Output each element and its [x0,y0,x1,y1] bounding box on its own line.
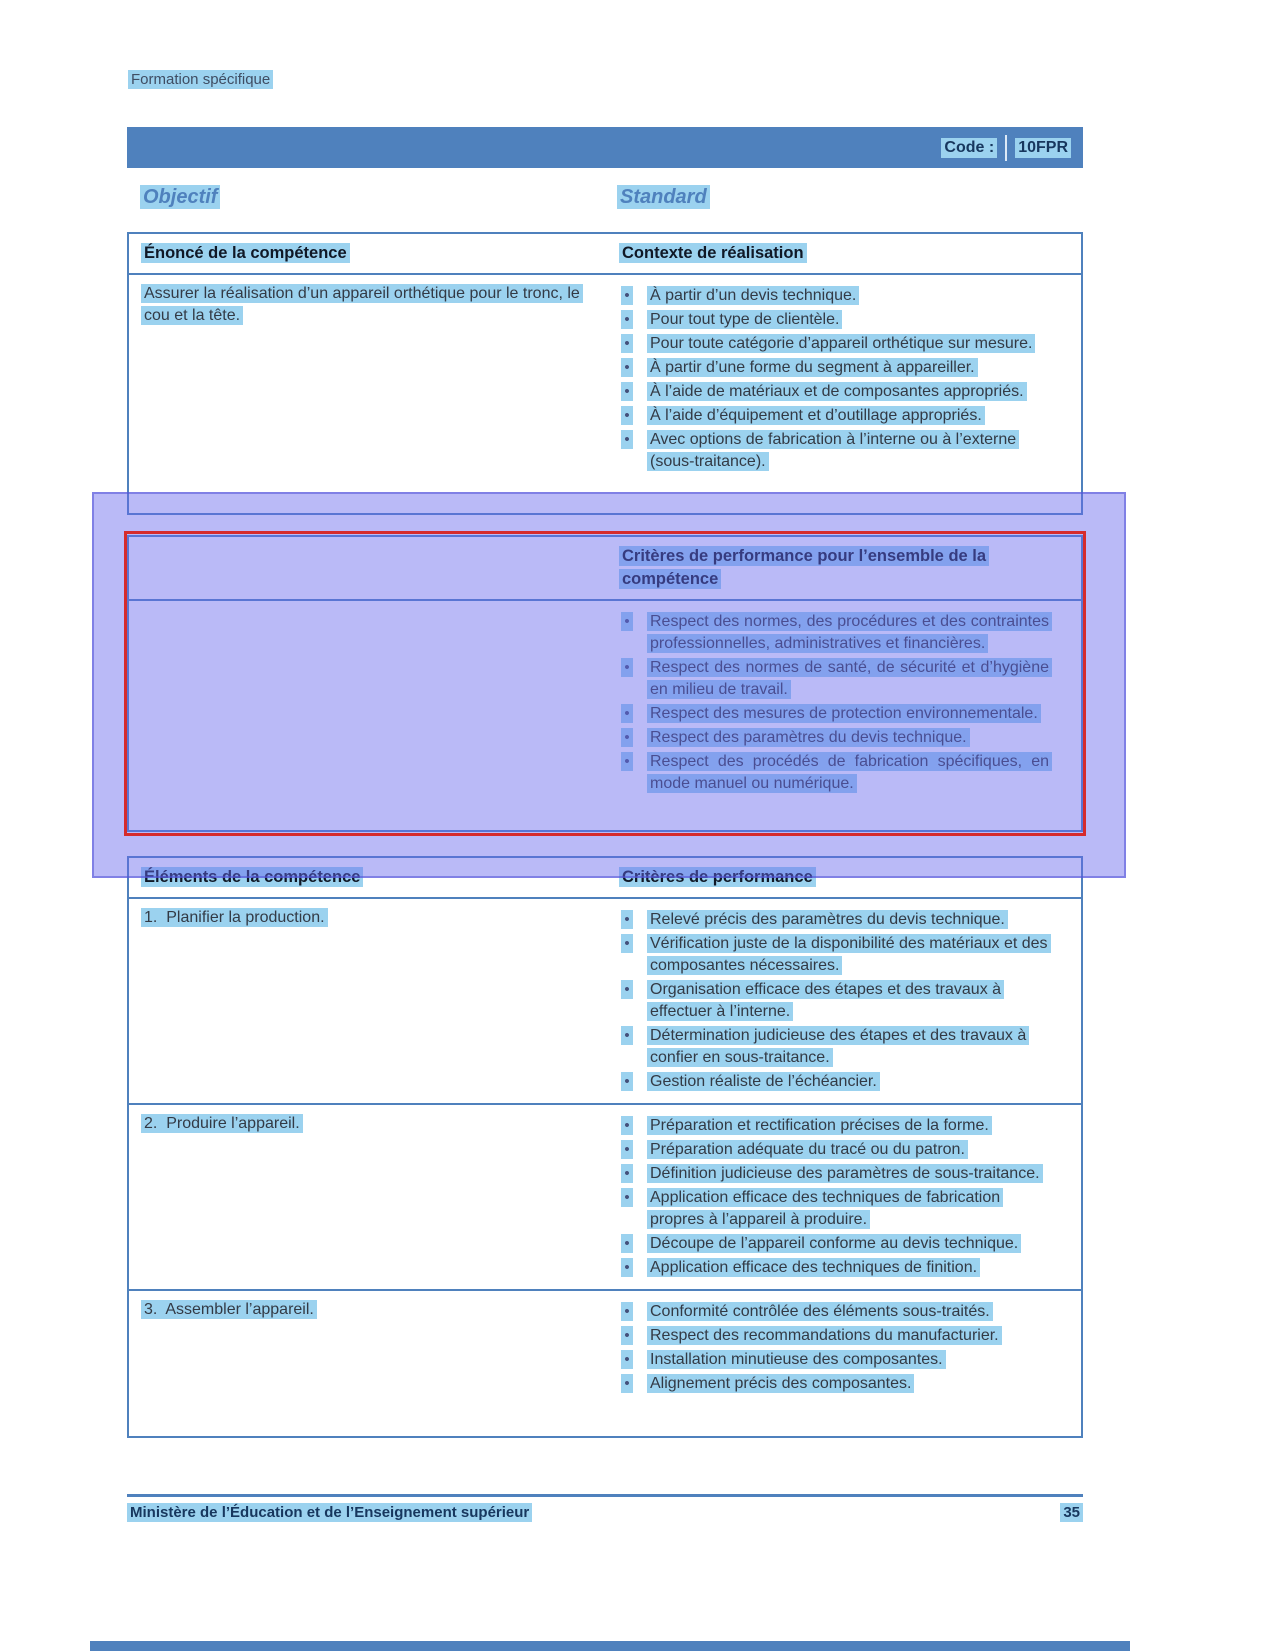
bullet-text: Respect des normes de santé, de sécurité et d’hygiène en milieu de travail. [647,658,1052,699]
header-band [127,127,1083,168]
table-criteres-body [129,601,1081,805]
column-header-criteres: Critères de performance [619,867,816,887]
bullet-text: À l’aide d’équipement et d’outillage appropriés. [647,406,985,425]
list-item [619,309,1069,331]
list-item [619,381,1069,403]
bullet-icon: • [619,285,635,307]
criteres-ensemble-list [619,611,1069,795]
list-item [619,1071,1069,1093]
bullet-icon: • [619,751,635,773]
bullet-text: Découpe de l’appareil conforme au devis technique. [647,1234,1021,1253]
criteres-list [619,1115,1069,1279]
column-header-elements: Éléments de la compétence [141,867,363,887]
bullet-text: Conformité contrôlée des éléments sous-traités. [647,1302,993,1321]
bullet-icon: • [619,309,635,331]
list-item [619,1163,1069,1185]
table-enonce-body [129,275,1081,483]
bullet-text: Organisation efficace des étapes et des travaux à effectuer à l’interne. [647,980,1004,1021]
title-standard: Standard [617,185,710,209]
list-item [619,1139,1069,1161]
bullet-icon: • [619,1373,635,1395]
code-label: Code : [941,138,997,158]
list-item [619,429,1069,473]
table-criteres-header [129,537,1081,601]
code-box [941,135,1071,161]
list-item [619,1257,1069,1279]
bullet-icon: • [619,429,635,451]
element-label: 2. Produire l’appareil. [141,1114,303,1133]
bullet-text: Gestion réaliste de l’échéancier. [647,1072,880,1091]
bullet-icon: • [619,1349,635,1371]
list-item [619,611,1069,655]
criteres-list [619,909,1069,1093]
bullet-icon: • [619,1025,635,1047]
bullet-icon: • [619,1257,635,1279]
bullet-text: Respect des recommandations du manufacturier. [647,1326,1002,1345]
contexte-list [619,285,1069,473]
bullet-text: Installation minutieuse des composantes. [647,1350,946,1369]
section-label: Formation spécifique [128,70,273,89]
bullet-icon: • [619,333,635,355]
list-item [619,405,1069,427]
list-item [619,357,1069,379]
bullet-icon: • [619,979,635,1001]
list-item [619,933,1069,977]
bullet-icon: • [619,611,635,633]
column-header-enonce: Énoncé de la compétence [141,243,350,263]
bullet-text: Application efficace des techniques de finition. [647,1258,980,1277]
bullet-icon: • [619,727,635,749]
bullet-icon: • [619,1187,635,1209]
bullet-icon: • [619,1139,635,1161]
criteres-ensemble-title: Critères de performance pour l’ensemble de la compétence [619,546,989,589]
bullet-icon: • [619,405,635,427]
bullet-text: Préparation adéquate du tracé ou du patron. [647,1140,968,1159]
table-enonce-competence [127,232,1083,515]
list-item [619,1115,1069,1137]
title-objectif: Objectif [140,185,220,209]
bullet-text: Vérification juste de la disponibilité des matériaux et des composantes nécessaires. [647,934,1051,975]
bullet-icon: • [619,703,635,725]
bullet-icon: • [619,1233,635,1255]
column-header-contexte: Contexte de réalisation [619,243,807,263]
bullet-text: Respect des normes, des procédures et des contraintes professionnelles, administratives et financières. [647,612,1052,653]
list-item [619,1349,1069,1371]
table-elements-competence [127,856,1083,1438]
bullet-text: Alignement précis des composantes. [647,1374,914,1393]
table-row [129,1289,1081,1405]
bullet-text: Pour toute catégorie d’appareil orthétique sur mesure. [647,334,1035,353]
table-elements-header [129,858,1081,899]
table-row [129,1103,1081,1289]
bullet-text: Avec options de fabrication à l’interne ou à l’externe (sous-traitance). [647,430,1019,471]
bullet-icon: • [619,909,635,931]
bullet-text: Relevé précis des paramètres du devis technique. [647,910,1008,929]
list-item [619,909,1069,931]
bullet-icon: • [619,381,635,403]
bullet-icon: • [619,1115,635,1137]
bullet-icon: • [619,1301,635,1323]
bullet-icon: • [619,933,635,955]
bullet-icon: • [619,1163,635,1185]
table-criteres-ensemble [127,535,1083,832]
footer-rule [127,1494,1083,1497]
bullet-text: À partir d’un devis technique. [647,286,859,305]
code-divider [1005,135,1007,161]
bullet-text: Respect des mesures de protection environnementale. [647,704,1041,723]
bullet-text: À partir d’une forme du segment à appareiller. [647,358,978,377]
criteres-list [619,1301,1069,1395]
list-item [619,1233,1069,1255]
footer [127,1503,1083,1522]
list-item [619,1301,1069,1323]
bullet-text: Respect des procédés de fabrication spécifiques, en mode manuel ou numérique. [647,752,1052,793]
bullet-icon: • [619,1325,635,1347]
code-value: 10FPR [1015,138,1071,158]
bullet-text: Détermination judicieuse des étapes et des travaux à confier en sous-traitance. [647,1026,1029,1067]
list-item [619,1187,1069,1231]
list-item [619,285,1069,307]
bullet-icon: • [619,1071,635,1093]
bullet-text: Définition judicieuse des paramètres de sous-traitance. [647,1164,1043,1183]
element-label: 3. Assembler l’appareil. [141,1300,317,1319]
list-item [619,703,1069,725]
list-item [619,1373,1069,1395]
table-row [129,899,1081,1103]
footer-text: Ministère de l’Éducation et de l’Enseignement supérieur [127,1503,532,1522]
bullet-icon: • [619,657,635,679]
list-item [619,1325,1069,1347]
bullet-text: À l’aide de matériaux et de composantes appropriés. [647,382,1027,401]
bullet-text: Respect des paramètres du devis technique. [647,728,970,747]
list-item [619,657,1069,701]
bullet-text: Application efficace des techniques de fabrication propres à l’appareil à produire. [647,1188,1003,1229]
list-item [619,751,1069,795]
bullet-text: Pour tout type de clientèle. [647,310,842,329]
list-item [619,979,1069,1023]
bullet-icon: • [619,357,635,379]
page-number: 35 [1060,1503,1083,1522]
list-item [619,727,1069,749]
list-item [619,1025,1069,1069]
table-enonce-header [129,234,1081,275]
bullet-text: Préparation et rectification précises de la forme. [647,1116,992,1135]
list-item [619,333,1069,355]
titles-row [127,186,1083,216]
element-label: 1. Planifier la production. [141,908,328,927]
bottom-page-band [90,1641,1130,1651]
statement-text: Assurer la réalisation d’un appareil orthétique pour le tronc, le cou et la tête. [141,284,583,325]
